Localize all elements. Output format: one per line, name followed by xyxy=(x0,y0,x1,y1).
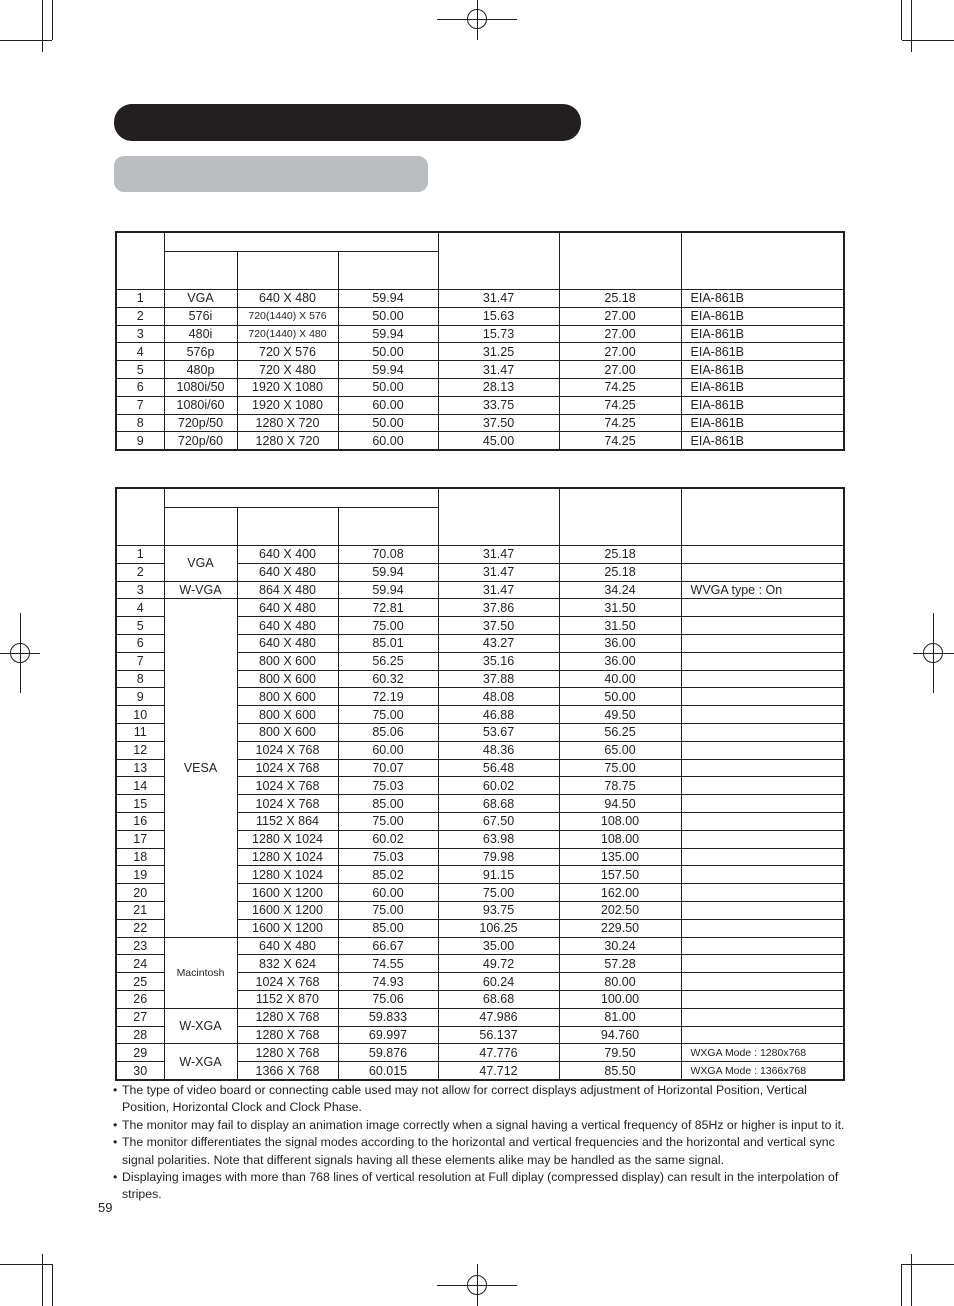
table-cell: 75.00 xyxy=(338,617,438,635)
table-cell xyxy=(681,546,844,564)
table-cell: 832 X 624 xyxy=(237,955,338,973)
table-cell: 56.137 xyxy=(438,1026,559,1044)
table-row xyxy=(116,343,844,361)
table-cell: 31.47 xyxy=(438,546,559,564)
subsection-title-bar xyxy=(114,156,428,192)
table-cell: 864 X 480 xyxy=(237,581,338,599)
table-cell: 65.00 xyxy=(559,741,681,759)
table-cell: 29 xyxy=(116,1044,164,1062)
table-cell: 59.94 xyxy=(338,581,438,599)
table-cell: 50.00 xyxy=(338,378,438,396)
table-cell: 800 X 600 xyxy=(237,670,338,688)
table-cell: 50.00 xyxy=(559,688,681,706)
table-cell: 56.48 xyxy=(438,759,559,777)
table-cell: 85.50 xyxy=(559,1062,681,1080)
table-cell: 35.16 xyxy=(438,652,559,670)
table-cell: 1024 X 768 xyxy=(237,777,338,795)
table-cell xyxy=(681,830,844,848)
table-cell: 70.07 xyxy=(338,759,438,777)
table-cell xyxy=(681,795,844,813)
table-cell: 23 xyxy=(116,937,164,955)
table-cell: 57.28 xyxy=(559,955,681,973)
note-item: • Displaying images with more than 768 lines of vertical resolution at Full diplay (compressed display) can result in the interpolation of stripes. xyxy=(113,1170,839,1202)
table-cell xyxy=(681,990,844,1008)
table-cell: 640 X 480 xyxy=(237,634,338,652)
table-cell xyxy=(681,563,844,581)
table-cell: 720(1440) X 576 xyxy=(237,307,338,325)
table-cell: 1024 X 768 xyxy=(237,795,338,813)
table-cell: 47.712 xyxy=(438,1062,559,1080)
table-cell xyxy=(681,652,844,670)
table-cell: 720 X 480 xyxy=(237,361,338,379)
table-cell: WVGA type : On xyxy=(681,581,844,599)
table-cell: 60.015 xyxy=(338,1062,438,1080)
table-cell: 1920 X 1080 xyxy=(237,396,338,414)
header-cell xyxy=(438,232,559,290)
table-cell: 640 X 480 xyxy=(237,290,338,308)
table-cell: 74.25 xyxy=(559,432,681,450)
header-cell xyxy=(116,488,164,546)
signal-table-av xyxy=(115,231,845,451)
table-cell: 162.00 xyxy=(559,884,681,902)
table-cell: WXGA Mode : 1280x768 xyxy=(681,1044,844,1062)
table-cell: 78.75 xyxy=(559,777,681,795)
table-cell: 31.25 xyxy=(438,343,559,361)
table-row xyxy=(116,414,844,432)
notes xyxy=(113,1082,853,1204)
header-cell xyxy=(164,232,438,252)
table-cell: 85.06 xyxy=(338,723,438,741)
table-row xyxy=(116,1044,844,1062)
table-cell xyxy=(681,973,844,991)
table-cell: 1280 X 768 xyxy=(237,1044,338,1062)
table-cell: 1024 X 768 xyxy=(237,973,338,991)
table-cell: 27.00 xyxy=(559,307,681,325)
table-row xyxy=(116,581,844,599)
table-cell: 59.94 xyxy=(338,325,438,343)
table-cell: 2 xyxy=(116,307,164,325)
table-row xyxy=(116,432,844,450)
note-item: • The monitor differentiates the signal modes according to the horizontal and vertical frequencies and the horizontal and vertical sync signal polarities. Note that different signals having all these elements alike may be handled as the same signal. xyxy=(113,1135,835,1167)
table-cell: 31.47 xyxy=(438,563,559,581)
table-cell: 56.25 xyxy=(559,723,681,741)
table-row xyxy=(116,361,844,379)
table-cell xyxy=(681,866,844,884)
table-cell: 72.19 xyxy=(338,688,438,706)
table-cell: 720p/60 xyxy=(164,432,237,450)
table-cell: 27.00 xyxy=(559,343,681,361)
table-cell: 1080i/50 xyxy=(164,378,237,396)
table-cell xyxy=(681,919,844,937)
header-cell xyxy=(164,252,237,290)
header-cell xyxy=(338,252,438,290)
table-cell: WXGA Mode : 1366x768 xyxy=(681,1062,844,1080)
table-cell: 59.94 xyxy=(338,361,438,379)
table-cell: 66.67 xyxy=(338,937,438,955)
table-cell: 74.25 xyxy=(559,414,681,432)
table-cell xyxy=(681,670,844,688)
table-cell xyxy=(681,955,844,973)
table-cell: EIA-861B xyxy=(681,325,844,343)
table-cell: 75.00 xyxy=(338,706,438,724)
table-cell: 68.68 xyxy=(438,795,559,813)
table-cell: 1280 X 720 xyxy=(237,414,338,432)
table-cell: 480p xyxy=(164,361,237,379)
table-cell: 25.18 xyxy=(559,290,681,308)
table-cell: 47.776 xyxy=(438,1044,559,1062)
group-cell-vga: VGA xyxy=(164,546,237,582)
table-cell: 53.67 xyxy=(438,723,559,741)
table-row xyxy=(116,1008,844,1026)
table-cell: 800 X 600 xyxy=(237,706,338,724)
table-cell: 17 xyxy=(116,830,164,848)
header-cell xyxy=(559,232,681,290)
group-cell-wxga1: W-XGA xyxy=(164,1008,237,1044)
table-cell: 3 xyxy=(116,581,164,599)
note-item: • The type of video board or connecting cable used may not allow for correct displays adjustment of Horizontal Position, Vertical Position, Horizontal Clock and Clock Phase. xyxy=(113,1083,807,1115)
table-cell: 31.50 xyxy=(559,599,681,617)
table-cell: 74.25 xyxy=(559,378,681,396)
group-cell-vesa: VESA xyxy=(164,599,237,937)
header-cell xyxy=(681,488,844,546)
table-cell: 1152 X 870 xyxy=(237,990,338,1008)
table-cell: 8 xyxy=(116,670,164,688)
table-cell: 12 xyxy=(116,741,164,759)
table-cell: 60.00 xyxy=(338,432,438,450)
table-cell: 640 X 480 xyxy=(237,599,338,617)
table-cell: 47.986 xyxy=(438,1008,559,1026)
table-cell: 1600 X 1200 xyxy=(237,901,338,919)
table-cell: EIA-861B xyxy=(681,414,844,432)
table-cell: 100.00 xyxy=(559,990,681,1008)
table-cell xyxy=(681,599,844,617)
table-cell: 1920 X 1080 xyxy=(237,378,338,396)
table-cell: 46.88 xyxy=(438,706,559,724)
table-cell xyxy=(681,848,844,866)
table-cell: 157.50 xyxy=(559,866,681,884)
table-cell: 21 xyxy=(116,901,164,919)
table-cell: 1366 X 768 xyxy=(237,1062,338,1080)
table-cell: 1024 X 768 xyxy=(237,759,338,777)
page-number: 59 xyxy=(98,1200,113,1215)
table-cell: 59.833 xyxy=(338,1008,438,1026)
table-cell: 37.50 xyxy=(438,414,559,432)
table-cell: 106.25 xyxy=(438,919,559,937)
table-cell: 1280 X 768 xyxy=(237,1008,338,1026)
table-cell: 94.50 xyxy=(559,795,681,813)
table-cell: 576p xyxy=(164,343,237,361)
table-cell: EIA-861B xyxy=(681,307,844,325)
table-cell: 6 xyxy=(116,378,164,396)
table-cell: 60.24 xyxy=(438,973,559,991)
table-cell: 69.997 xyxy=(338,1026,438,1044)
header-cell xyxy=(438,488,559,546)
table-cell: 720 X 576 xyxy=(237,343,338,361)
table-cell: 37.86 xyxy=(438,599,559,617)
table-cell: 85.00 xyxy=(338,919,438,937)
table-cell: 108.00 xyxy=(559,812,681,830)
table-cell: 60.00 xyxy=(338,396,438,414)
table-cell: 25.18 xyxy=(559,546,681,564)
table-cell: 94.760 xyxy=(559,1026,681,1044)
table-cell: 15 xyxy=(116,795,164,813)
table-cell: 60.02 xyxy=(338,830,438,848)
table-cell: 15.73 xyxy=(438,325,559,343)
table-row xyxy=(116,546,844,564)
table-cell: 81.00 xyxy=(559,1008,681,1026)
table-cell: 74.55 xyxy=(338,955,438,973)
table-cell xyxy=(681,812,844,830)
table-cell: 50.00 xyxy=(338,343,438,361)
table-cell: 9 xyxy=(116,688,164,706)
table-cell: 93.75 xyxy=(438,901,559,919)
table-row xyxy=(116,937,844,955)
header-cell xyxy=(338,508,438,546)
table-cell xyxy=(681,1008,844,1026)
table-cell: 7 xyxy=(116,396,164,414)
section-title-bar xyxy=(114,104,581,141)
table-cell: 37.88 xyxy=(438,670,559,688)
table-cell: 20 xyxy=(116,884,164,902)
table-cell: 22 xyxy=(116,919,164,937)
table-cell: 108.00 xyxy=(559,830,681,848)
table-row xyxy=(116,396,844,414)
table-cell: 85.00 xyxy=(338,795,438,813)
table-cell: 48.36 xyxy=(438,741,559,759)
table-cell: 30 xyxy=(116,1062,164,1080)
table-cell: 7 xyxy=(116,652,164,670)
table-cell: 5 xyxy=(116,617,164,635)
table-cell xyxy=(681,634,844,652)
table-cell: 202.50 xyxy=(559,901,681,919)
table-cell xyxy=(681,901,844,919)
table-cell: 16 xyxy=(116,812,164,830)
table-cell: 60.02 xyxy=(438,777,559,795)
table-cell: 74.25 xyxy=(559,396,681,414)
table-row xyxy=(116,325,844,343)
header-cell xyxy=(164,488,438,508)
table-cell: 49.50 xyxy=(559,706,681,724)
table-cell: 25 xyxy=(116,973,164,991)
table-cell: 9 xyxy=(116,432,164,450)
table-cell: 5 xyxy=(116,361,164,379)
table-cell: 60.32 xyxy=(338,670,438,688)
table-cell: 68.68 xyxy=(438,990,559,1008)
table-row xyxy=(116,307,844,325)
table-cell: 14 xyxy=(116,777,164,795)
table-cell: 229.50 xyxy=(559,919,681,937)
note-item: • The monitor may fail to display an animation image correctly when a signal having a vertical frequency of 85Hz or higher is input to it. xyxy=(113,1117,845,1132)
table-cell: 2 xyxy=(116,563,164,581)
group-cell-wvga: W-VGA xyxy=(164,581,237,599)
table-cell: 10 xyxy=(116,706,164,724)
table-cell: 75.00 xyxy=(559,759,681,777)
table-cell: 26 xyxy=(116,990,164,1008)
table-cell: 576i xyxy=(164,307,237,325)
header-cell xyxy=(116,232,164,290)
table-cell: 75.00 xyxy=(338,901,438,919)
table-cell: 50.00 xyxy=(338,414,438,432)
table-cell: 75.03 xyxy=(338,777,438,795)
table-cell: 27.00 xyxy=(559,325,681,343)
table-cell: 4 xyxy=(116,599,164,617)
table-cell: 79.98 xyxy=(438,848,559,866)
table-cell: EIA-861B xyxy=(681,290,844,308)
table-cell: 59.876 xyxy=(338,1044,438,1062)
table-cell xyxy=(681,1026,844,1044)
group-cell-wxga2: W-XGA xyxy=(164,1044,237,1080)
table-cell: 1024 X 768 xyxy=(237,741,338,759)
table-cell: 34.24 xyxy=(559,581,681,599)
table-cell: 37.50 xyxy=(438,617,559,635)
table-cell: 48.08 xyxy=(438,688,559,706)
table-cell: 63.98 xyxy=(438,830,559,848)
table-cell: EIA-861B xyxy=(681,378,844,396)
table-cell: EIA-861B xyxy=(681,396,844,414)
table-cell xyxy=(681,759,844,777)
table-cell: 4 xyxy=(116,343,164,361)
table-cell: 720p/50 xyxy=(164,414,237,432)
table-cell: 27 xyxy=(116,1008,164,1026)
table-cell: 91.15 xyxy=(438,866,559,884)
table-cell: 31.47 xyxy=(438,361,559,379)
table-cell xyxy=(681,884,844,902)
table-cell xyxy=(681,706,844,724)
table-cell: 800 X 600 xyxy=(237,688,338,706)
table-cell: 8 xyxy=(116,414,164,432)
table-cell: 75.06 xyxy=(338,990,438,1008)
table-cell: 33.75 xyxy=(438,396,559,414)
table-cell: 60.00 xyxy=(338,741,438,759)
table-cell: 1600 X 1200 xyxy=(237,884,338,902)
table-cell: 31.50 xyxy=(559,617,681,635)
table-cell: 1280 X 1024 xyxy=(237,848,338,866)
table-cell: 30.24 xyxy=(559,937,681,955)
table-cell: 75.00 xyxy=(438,884,559,902)
table-cell: 70.08 xyxy=(338,546,438,564)
table-cell: 640 X 400 xyxy=(237,546,338,564)
table-cell: 49.72 xyxy=(438,955,559,973)
table-cell: 72.81 xyxy=(338,599,438,617)
header-cell xyxy=(681,232,844,290)
header-cell xyxy=(164,508,237,546)
table-cell: 75.00 xyxy=(338,812,438,830)
table-cell: 135.00 xyxy=(559,848,681,866)
header-cell xyxy=(559,488,681,546)
table-cell: 1 xyxy=(116,546,164,564)
table-cell: 35.00 xyxy=(438,937,559,955)
table-cell: 56.25 xyxy=(338,652,438,670)
table-cell xyxy=(681,741,844,759)
table-cell: 6 xyxy=(116,634,164,652)
table-cell: 13 xyxy=(116,759,164,777)
table-cell: EIA-861B xyxy=(681,361,844,379)
table-cell: 59.94 xyxy=(338,563,438,581)
table-cell: 28.13 xyxy=(438,378,559,396)
table-cell: 60.00 xyxy=(338,884,438,902)
table-cell: 480i xyxy=(164,325,237,343)
table-cell: 25.18 xyxy=(559,563,681,581)
table-cell: 24 xyxy=(116,955,164,973)
table-cell: 85.01 xyxy=(338,634,438,652)
table-cell: 43.27 xyxy=(438,634,559,652)
table-row xyxy=(116,378,844,396)
table-row xyxy=(116,599,844,617)
group-cell-macintosh: Macintosh xyxy=(164,937,237,1008)
table-cell: 50.00 xyxy=(338,307,438,325)
table-cell: 800 X 600 xyxy=(237,723,338,741)
table-cell xyxy=(681,688,844,706)
table-cell: 1280 X 1024 xyxy=(237,866,338,884)
table-cell: 36.00 xyxy=(559,652,681,670)
table-cell: 28 xyxy=(116,1026,164,1044)
table-cell: 59.94 xyxy=(338,290,438,308)
table-cell: 79.50 xyxy=(559,1044,681,1062)
header-cell xyxy=(237,508,338,546)
table-cell: 40.00 xyxy=(559,670,681,688)
table-cell: 720(1440) X 480 xyxy=(237,325,338,343)
table-cell: 75.03 xyxy=(338,848,438,866)
table-cell: 1280 X 1024 xyxy=(237,830,338,848)
table-cell: EIA-861B xyxy=(681,343,844,361)
table-cell: 1 xyxy=(116,290,164,308)
table-cell: 1080i/60 xyxy=(164,396,237,414)
table-cell: 31.47 xyxy=(438,290,559,308)
table-cell xyxy=(681,937,844,955)
table-cell: VGA xyxy=(164,290,237,308)
signal-table-pc xyxy=(115,487,845,1081)
table-cell: 19 xyxy=(116,866,164,884)
table-cell: EIA-861B xyxy=(681,432,844,450)
table-cell: 640 X 480 xyxy=(237,937,338,955)
table-cell: 80.00 xyxy=(559,973,681,991)
table-cell: 74.93 xyxy=(338,973,438,991)
table-cell xyxy=(681,617,844,635)
table-cell xyxy=(681,723,844,741)
table-cell: 640 X 480 xyxy=(237,617,338,635)
table-cell: 1280 X 768 xyxy=(237,1026,338,1044)
table-cell: 36.00 xyxy=(559,634,681,652)
table-cell: 27.00 xyxy=(559,361,681,379)
table-cell: 85.02 xyxy=(338,866,438,884)
table-cell: 800 X 600 xyxy=(237,652,338,670)
table-row xyxy=(116,290,844,308)
table-cell: 11 xyxy=(116,723,164,741)
table-cell: 640 X 480 xyxy=(237,563,338,581)
table-cell: 45.00 xyxy=(438,432,559,450)
table-cell: 31.47 xyxy=(438,581,559,599)
table-cell: 67.50 xyxy=(438,812,559,830)
header-cell xyxy=(237,252,338,290)
table-cell: 15.63 xyxy=(438,307,559,325)
table-cell: 3 xyxy=(116,325,164,343)
table-cell: 1152 X 864 xyxy=(237,812,338,830)
table-cell: 1280 X 720 xyxy=(237,432,338,450)
table-cell: 18 xyxy=(116,848,164,866)
table-cell xyxy=(681,777,844,795)
table-cell: 1600 X 1200 xyxy=(237,919,338,937)
